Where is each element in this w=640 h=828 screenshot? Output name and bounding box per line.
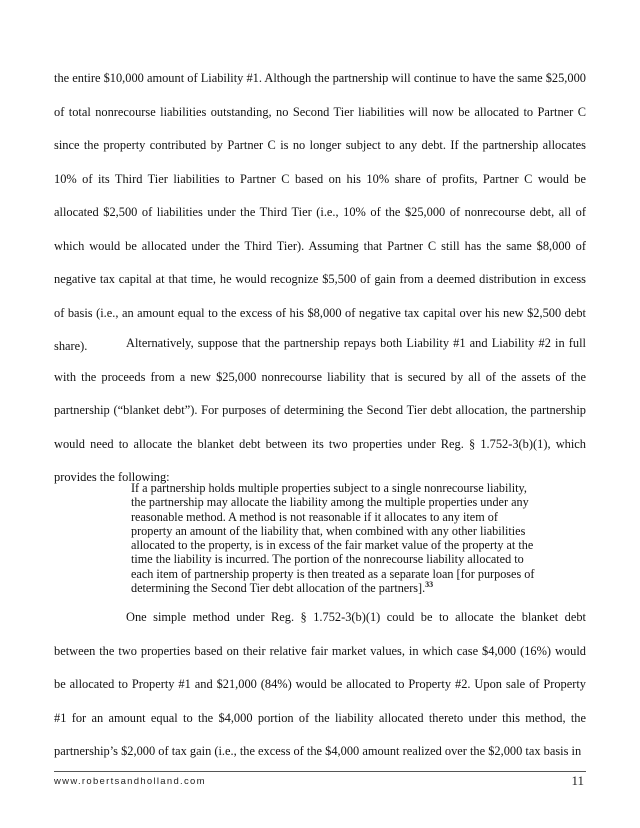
paragraph-2-text: Alternatively, suppose that the partnership repays both Liability #1 and Liability #2 in full with the proceeds from a new $25,000 nonrecourse liability that is secured by all of the assets of the partnership (“blanket debt”). For purposes of determining the Second Tier debt allocation, the partnership would need to allocate the blanket debt between its two properties under Reg. § 1.752-3(b)(1), which provides the following: bbox=[54, 336, 586, 484]
paragraph-1-text: the entire $10,000 amount of Liability #1. Although the partnership will continue to have the same $25,000 of total nonrecourse liabilities outstanding, no Second Tier liabilities will now be allocated to Partner C since the property contributed by Partner C is no longer subject to any debt. If the partnership allocates 10% of its Third Tier liabilities to Partner C based on his 10% share of profits, Partner C would be allocated $2,500 of liabilities under the Third Tier (i.e., 10% of the $25,000 of nonrecourse debt, all of which would be allocated under the Third Tier). Assuming that Partner C still has the same $8,000 of negative tax capital at that time, he would recognize $5,500 of gain from a deemed distribution in excess of basis (i.e., an amount equal to the excess of his $8,000 of negative tax capital over his new $2,500 debt share). bbox=[54, 71, 586, 353]
paragraph-1 bbox=[54, 62, 586, 364]
paragraph-3-text: One simple method under Reg. § 1.752-3(b)(1) could be to allocate the blanket debt between the two properties based on their relative fair market values, in which case $4,000 (16%) would be allocated to Property #1 and $21,000 (84%) would be allocated to Property #2. Upon sale of Property #1 for an amount equal to the $4,000 portion of the liability allocated thereto under this method, the partnership’s $2,000 of tax gain (i.e., the excess of the $4,000 amount realized over the $2,000 tax basis in bbox=[54, 610, 586, 758]
paragraph-3 bbox=[54, 601, 586, 769]
regulation-quote bbox=[131, 481, 539, 595]
footer-divider bbox=[54, 771, 586, 772]
paragraph-2 bbox=[54, 327, 586, 495]
footnote-marker[interactable]: 33 bbox=[425, 580, 434, 590]
page-number: 11 bbox=[571, 773, 584, 788]
footer-website-link[interactable]: www.robertsandholland.com bbox=[54, 776, 206, 787]
regulation-quote-text: If a partnership holds multiple properties subject to a single nonrecourse liability, the partnership may allocate the liability among the multiple properties under any reasonable method. A method is not reasonable if it allocates to any item of property an amount of the liability that, when combined with any other liabilities allocated to the property, is in excess of the fair market value of the property at the time the liability is incurred. The portion of the nonrecourse liability allocated to each item of partnership property is then treated as a separate loan [for purposes of determining the Second Tier debt allocation of the partners]. bbox=[131, 481, 535, 596]
